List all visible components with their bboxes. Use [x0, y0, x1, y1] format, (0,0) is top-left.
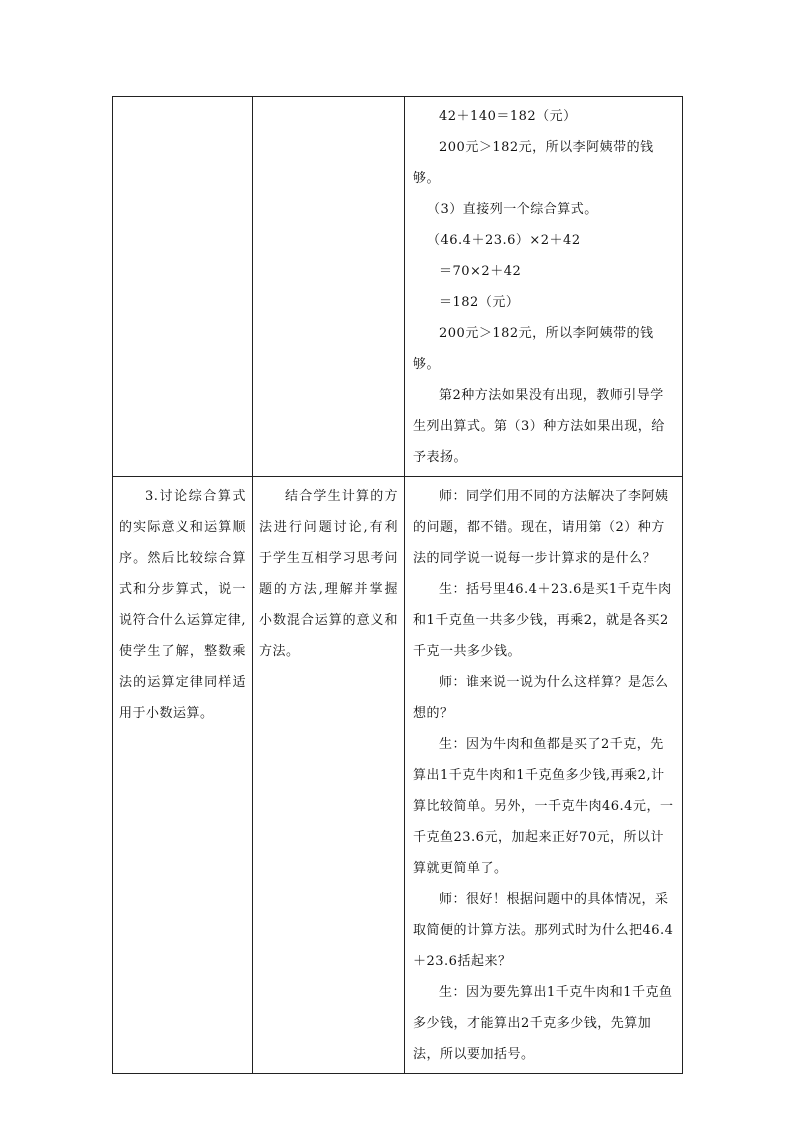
table-cell-activity — [405, 477, 683, 1074]
table-cell-intent — [253, 477, 405, 1074]
calc-line: ＝182（元） — [439, 295, 520, 310]
calc-line: （3）直接列一个综合算式。 — [427, 202, 598, 217]
teacher-note: 第2种方法如果没有出现，教师引导学生列出算式。第（3）种方法如果出现，给予表扬。 — [413, 388, 665, 465]
lesson-plan-table — [112, 96, 683, 1074]
calc-line: 42＋140＝182（元） — [439, 109, 577, 124]
table-cell-empty — [113, 97, 253, 477]
dialogue-paragraph: 师：同学们用不同的方法解决了李阿姨的问题，都不错。现在，请用第（2）种方法的同学说一说每一步计算求的是什么？ — [413, 489, 669, 566]
dialogue-paragraph: 师：很好！根据问题中的具体情况，采取简便的计算方法。那列式时为什么把46.4＋23.6括起来？ — [413, 892, 674, 969]
table-row — [113, 477, 683, 1074]
table-row — [113, 97, 683, 477]
table-cell-activity — [405, 97, 683, 477]
step-text: 3.讨论综合算式的实际意义和运算顺序。然后比较综合算式和分步算式，说一说符合什么运算定律,使学生了解，整数乘法的运算定律同样适用于小数运算。 — [119, 489, 246, 721]
dialogue-paragraph: 师：谁来说一说为什么这样算？是怎么想的？ — [413, 675, 669, 721]
table-cell-empty — [253, 97, 405, 477]
intent-text: 结合学生计算的方法进行问题讨论,有利于学生互相学习思考问题的方法,理解并掌握小数混合运算的意义和方法。 — [259, 489, 398, 659]
dialogue-paragraph: 生：括号里46.4＋23.6是买1千克牛肉和1千克鱼一共多少钱，再乘2，就是各买2千克一共多少钱。 — [413, 582, 672, 659]
calc-line: 200元＞182元，所以李阿姨带的钱够。 — [413, 326, 654, 372]
dialogue-paragraph: 生：因为牛肉和鱼都是买了2千克，先算出1千克牛肉和1千克鱼多少钱,再乘2,计算比较简单。另外，一千克牛肉46.4元，一千克鱼23.6元，加起来正好70元，所以计算就更简单了。 — [413, 737, 674, 876]
calc-line: 200元＞182元，所以李阿姨带的钱够。 — [413, 140, 654, 186]
calc-line: ＝70×2＋42 — [439, 264, 522, 279]
dialogue-paragraph: 生：因为要先算出1千克牛肉和1千克鱼多少钱，才能算出2千克多少钱，先算加法，所以要加括号。 — [413, 985, 673, 1062]
calc-line: （46.4＋23.6）×2＋42 — [427, 233, 581, 248]
table-cell-step — [113, 477, 253, 1074]
